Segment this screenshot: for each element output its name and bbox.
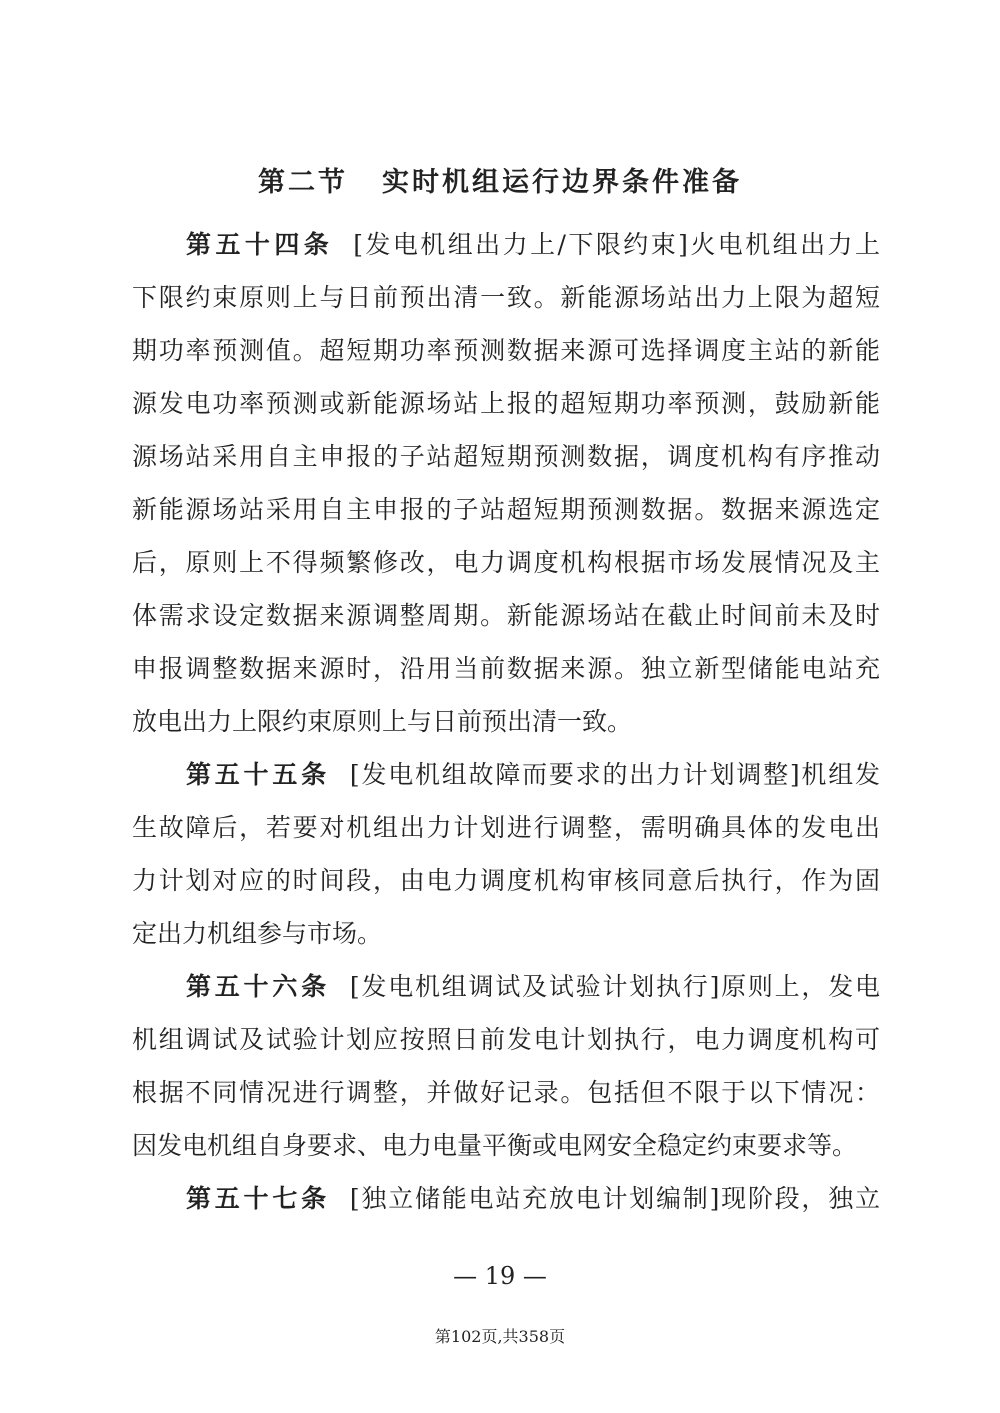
- article-line: 定出力机组参与市场。: [132, 919, 383, 948]
- section-number: 第二节: [258, 167, 348, 198]
- page-number: — 19 —: [453, 1262, 547, 1290]
- section-title: [0, 160, 1000, 199]
- article-label: 第五十四条: [186, 230, 334, 259]
- article: [132, 748, 880, 960]
- article-line: 新能源场站采用自主申报的子站超短期预测数据。数据来源选定: [132, 495, 880, 524]
- article-line: 生故障后，若要对机组出力计划进行调整，需明确具体的发电出: [132, 813, 880, 842]
- article-line: 力计划对应的时间段，由电力调度机构审核同意后执行，作为固: [132, 866, 880, 895]
- article-text: [发电机组出力上/下限约束]火电机组出力上: [353, 230, 880, 259]
- article-first-line: [132, 1172, 880, 1225]
- article-label: 第五十七条: [186, 1184, 330, 1213]
- article-text: [发电机组故障而要求的出力计划调整]机组发: [349, 760, 880, 789]
- article-line: 期功率预测值。超短期功率预测数据来源可选择调度主站的新能: [132, 336, 880, 365]
- article: [132, 1172, 880, 1225]
- document-body: [132, 218, 880, 1225]
- section-heading: 实时机组运行边界条件准备: [382, 167, 742, 198]
- article-label: 第五十五条: [186, 760, 330, 789]
- article-first-line: [132, 960, 880, 1013]
- article-text: [独立储能电站充放电计划编制]现阶段，独立: [349, 1184, 880, 1213]
- article-label: 第五十六条: [186, 972, 330, 1001]
- article-line: 申报调整数据来源时，沿用当前数据来源。独立新型储能电站充: [132, 654, 880, 683]
- article-first-line: [132, 748, 880, 801]
- article-line: 后，原则上不得频繁修改，电力调度机构根据市场发展情况及主: [132, 548, 880, 577]
- article-line: 根据不同情况进行调整，并做好记录。包括但不限于以下情况：: [132, 1078, 880, 1107]
- article: [132, 218, 880, 748]
- article-line: 源场站采用自主申报的子站超短期预测数据，调度机构有序推动: [132, 442, 880, 471]
- page-footer: 第102页,共358页: [434, 1327, 566, 1346]
- article-line: 源发电功率预测或新能源场站上报的超短期功率预测，鼓励新能: [132, 389, 880, 418]
- article-line: 放电出力上限约束原则上与日前预出清一致。: [132, 707, 633, 736]
- article-text: [发电机组调试及试验计划执行]原则上，发电: [349, 972, 880, 1001]
- article: [132, 960, 880, 1172]
- article-line: 下限约束原则上与日前预出清一致。新能源场站出力上限为超短: [132, 283, 880, 312]
- article-line: 因发电机组自身要求、电力电量平衡或电网安全稳定约束要求等。: [132, 1131, 858, 1160]
- article-line: 机组调试及试验计划应按照日前发电计划执行，电力调度机构可: [132, 1025, 880, 1054]
- article-first-line: [132, 218, 880, 271]
- article-line: 体需求设定数据来源调整周期。新能源场站在截止时间前未及时: [132, 601, 880, 630]
